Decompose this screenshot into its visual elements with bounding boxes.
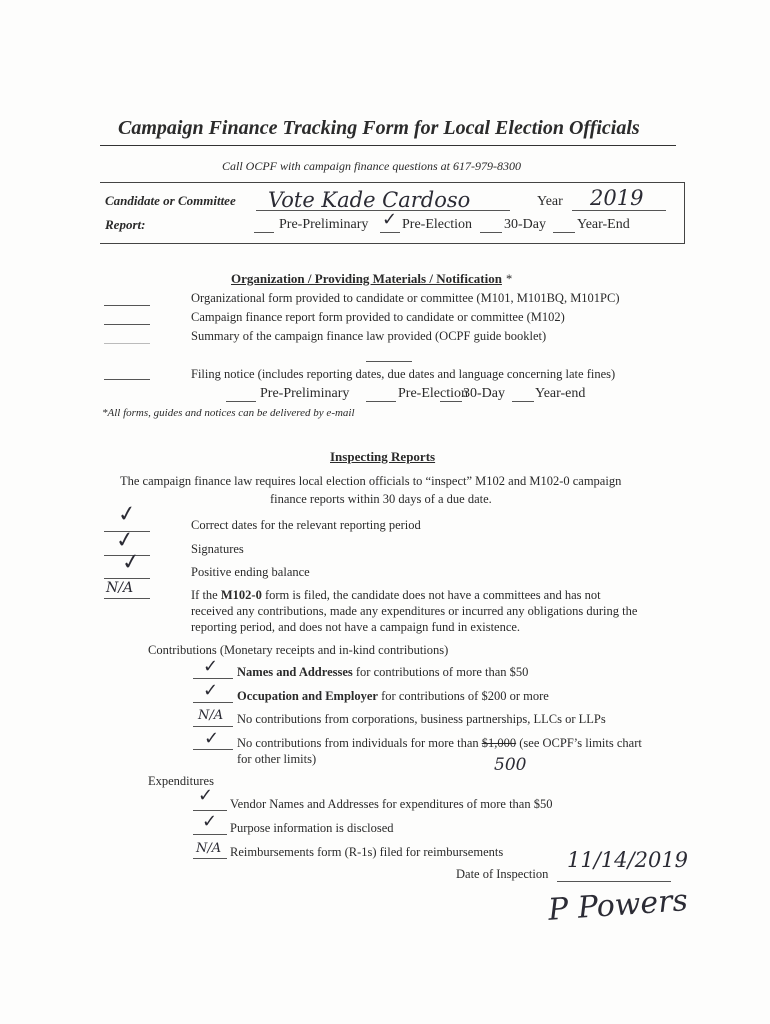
filing-opt-pre-election: Pre-Election bbox=[398, 386, 468, 401]
inspect-item-3: Positive ending balance bbox=[191, 565, 310, 579]
inspect-item-2: Signatures bbox=[191, 542, 244, 556]
check-icon: ✓ bbox=[116, 500, 139, 529]
call-line: Call OCPF with campaign finance questions at 617-979-8300 bbox=[222, 159, 521, 173]
contrib-item-3-blank[interactable] bbox=[193, 726, 233, 727]
contrib-limit-text-a: No contributions from individuals for more than bbox=[237, 736, 482, 750]
m1020-line-1 bbox=[191, 588, 601, 603]
check-icon: ✓ bbox=[120, 548, 143, 577]
contrib-item-2-text: for contributions of $200 or more bbox=[378, 689, 549, 703]
report-label: Report: bbox=[105, 217, 146, 232]
contrib-item-3: No contributions from corporations, business partnerships, LLCs or LLPs bbox=[237, 712, 606, 726]
title-rule bbox=[100, 145, 676, 146]
contrib-limit-text-b: (see OCPF’s limits chart bbox=[516, 736, 642, 750]
report-opt-pre-preliminary: Pre-Preliminary bbox=[279, 217, 369, 232]
filing-opt-3-blank[interactable] bbox=[440, 401, 462, 402]
filing-opt-2-blank[interactable] bbox=[366, 401, 396, 402]
org-item-3-blank[interactable] bbox=[104, 343, 150, 344]
exp-item-3-blank[interactable] bbox=[193, 858, 227, 859]
report-opt-3-blank[interactable] bbox=[480, 232, 502, 233]
contrib-item-2-blank[interactable] bbox=[193, 702, 233, 703]
na-mark: N/A bbox=[196, 841, 222, 856]
filing-opt-pre-preliminary: Pre-Preliminary bbox=[260, 386, 350, 401]
filing-notice-blank[interactable] bbox=[104, 379, 150, 380]
check-icon: ✓ bbox=[114, 526, 137, 555]
inspect-intro-line-1: The campaign finance law requires local election officials to “inspect” M102 and M102-0 campaign bbox=[120, 474, 622, 488]
inspection-date-label: Date of Inspection bbox=[456, 867, 549, 881]
check-icon: ✓ bbox=[202, 811, 218, 832]
candidate-field[interactable]: Vote Kade Cardoso bbox=[268, 188, 471, 212]
exp-item-2: Purpose information is disclosed bbox=[230, 821, 394, 835]
org-item-1-blank[interactable] bbox=[104, 305, 150, 306]
m1020-line-3: reporting period, and does not have a campaign fund in existence. bbox=[191, 620, 521, 634]
inspector-signature[interactable]: P Powers bbox=[546, 883, 689, 928]
contrib-item-2-bold: Occupation and Employer bbox=[237, 689, 378, 703]
report-opt-pre-election: Pre-Election bbox=[402, 217, 472, 232]
contrib-limit-correction[interactable]: 500 bbox=[494, 755, 527, 775]
report-check-icon: ✓ bbox=[382, 209, 398, 230]
check-icon: ✓ bbox=[203, 680, 219, 701]
report-opt-30-day: 30-Day bbox=[504, 217, 546, 232]
inspect-item-1: Correct dates for the relevant reporting period bbox=[191, 518, 421, 532]
report-opt-1-blank[interactable] bbox=[254, 232, 274, 233]
inspect-intro-line-2: finance reports within 30 days of a due date. bbox=[270, 492, 492, 506]
report-opt-4-blank[interactable] bbox=[553, 232, 575, 233]
na-mark: N/A bbox=[198, 708, 224, 723]
contributions-label: Contributions (Monetary receipts and in-kind contributions) bbox=[148, 643, 449, 657]
report-opt-2-blank[interactable] bbox=[380, 232, 400, 233]
org-item-2-blank[interactable] bbox=[104, 324, 150, 325]
inspect-section-title: Inspecting Reports bbox=[330, 449, 436, 464]
contrib-item-1-text: for contributions of more than $50 bbox=[352, 665, 529, 679]
org-title-asterisk: * bbox=[505, 272, 513, 286]
exp-item-3: Reimbursements form (R-1s) filed for reimbursements bbox=[230, 845, 504, 859]
m1020-prefix: If the bbox=[191, 588, 221, 602]
candidate-label: Candidate or Committee bbox=[105, 193, 236, 208]
filing-opt-year-end: Year-end bbox=[535, 386, 586, 401]
year-field[interactable]: 2019 bbox=[590, 186, 644, 210]
m1020-rest: form is filed, the candidate does not have a committees and has not bbox=[261, 588, 601, 602]
year-field-line bbox=[572, 210, 666, 211]
contrib-limit-struck: $1,000 bbox=[481, 736, 517, 750]
year-label: Year bbox=[537, 194, 563, 209]
contrib-item-4 bbox=[237, 736, 642, 751]
form-title: Campaign Finance Tracking Form for Local Election Officials bbox=[118, 117, 640, 139]
contrib-item-2 bbox=[237, 689, 549, 704]
check-icon: ✓ bbox=[198, 785, 214, 806]
org-item-2: Campaign finance report form provided to candidate or committee (M102) bbox=[191, 310, 565, 324]
exp-item-1: Vendor Names and Addresses for expenditures of more than $50 bbox=[230, 797, 553, 811]
check-icon: ✓ bbox=[204, 728, 220, 749]
inspect-item-3-blank[interactable] bbox=[104, 578, 150, 579]
m1020-blank[interactable] bbox=[104, 598, 150, 599]
filing-opt-30-day: 30-Day bbox=[463, 386, 505, 401]
m1020-line-2: received any contributions, made any expenditures or incurred any obligations during the bbox=[191, 604, 638, 618]
org-item-3: Summary of the campaign finance law provided (OCPF guide booklet) bbox=[191, 329, 547, 343]
contrib-item-1-bold: Names and Addresses bbox=[237, 665, 353, 679]
org-title-text: Organization / Providing Materials / Notification bbox=[231, 271, 502, 286]
filing-opt-1-blank[interactable] bbox=[226, 401, 256, 402]
org-divider-line bbox=[366, 361, 412, 362]
report-opt-year-end: Year-End bbox=[577, 217, 630, 232]
org-section-title bbox=[231, 270, 512, 288]
contrib-item-1-blank[interactable] bbox=[193, 678, 233, 679]
na-mark: N/A bbox=[106, 580, 134, 596]
contrib-item-4-line-2: for other limits) bbox=[237, 752, 317, 766]
contrib-item-1 bbox=[237, 665, 528, 680]
check-icon: ✓ bbox=[203, 656, 219, 677]
org-item-1: Organizational form provided to candidate or committee (M101, M101BQ, M101PC) bbox=[191, 291, 620, 305]
filing-notice: Filing notice (includes reporting dates, due dates and language concerning late fines) bbox=[191, 367, 616, 381]
m1020-form-name: M102-0 bbox=[220, 588, 262, 602]
contrib-item-4-blank[interactable] bbox=[193, 749, 233, 750]
org-footnote: *All forms, guides and notices can be delivered by e-mail bbox=[102, 407, 355, 419]
exp-item-2-blank[interactable] bbox=[193, 834, 227, 835]
inspection-date-line bbox=[557, 881, 671, 882]
inspection-date-field[interactable]: 11/14/2019 bbox=[567, 848, 689, 872]
filing-opt-4-blank[interactable] bbox=[512, 401, 534, 402]
expenditures-label: Expenditures bbox=[148, 774, 214, 788]
